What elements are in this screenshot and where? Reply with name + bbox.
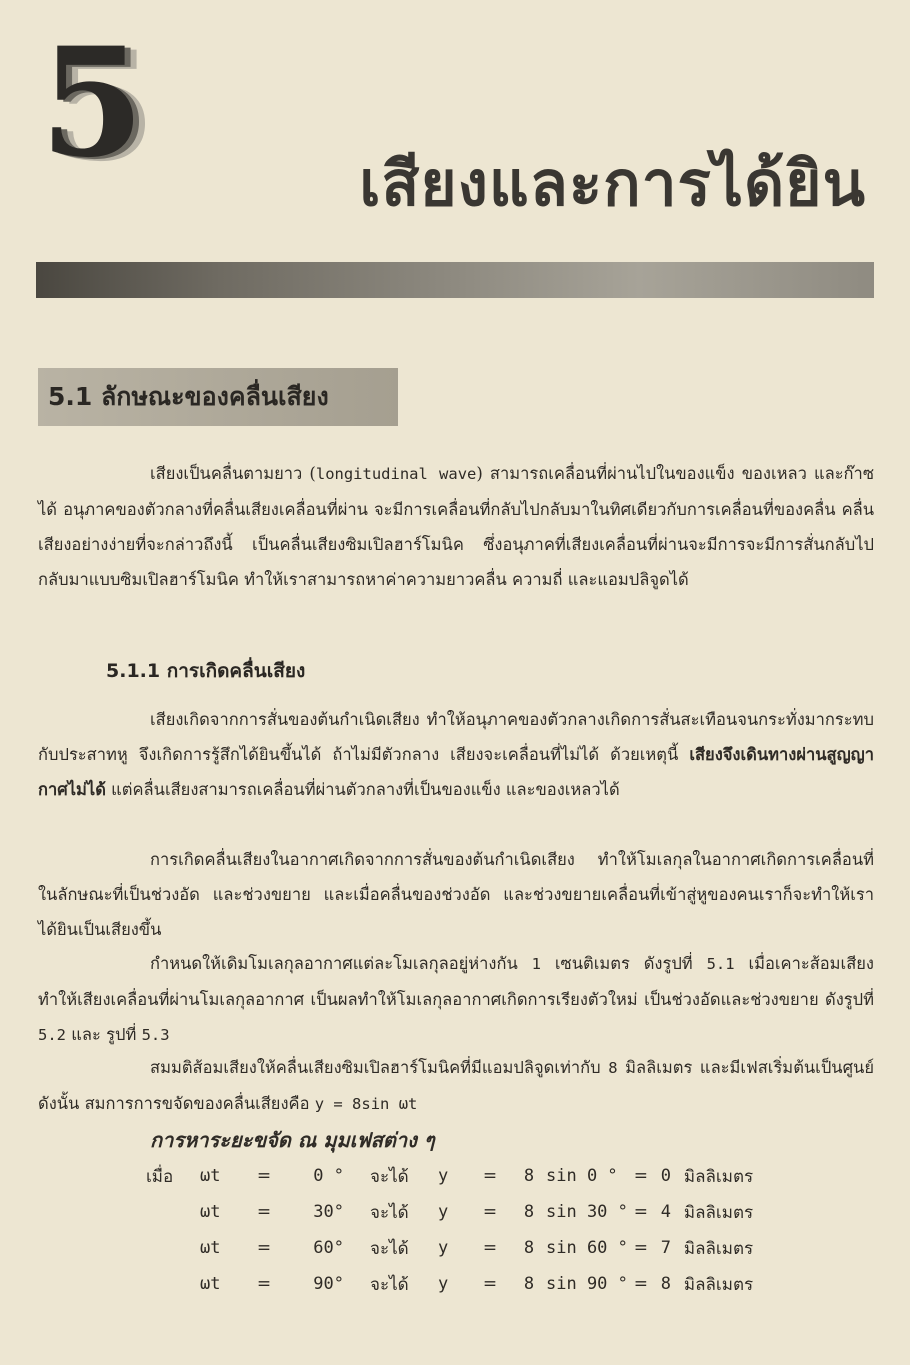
- table-row: ωt = 90° จะได้ y = 8 sin 90 ° = 8 มิลลิเมตร: [200, 1274, 754, 1295]
- paragraph-equation: สมมติส้อมเสียงให้คลื่นเสียงซิมเปิลฮาร์โมนิคที่มีแอมปลิจูดเท่ากับ 8 มิลลิเมตร และมีเฟสเริ่มต้นเป็นศูนย์ ดังนั้น สมการการขจัดของคลื่นเสียงคือ y = 8sin ωt: [38, 1058, 874, 1113]
- chapter-title: เสียงและการได้ยิน: [359, 147, 866, 220]
- section-heading-bar: [38, 368, 398, 426]
- table-row: ωt = 30° จะได้ y = 8 sin 30 ° = 4 มิลลิเมตร: [200, 1202, 754, 1223]
- paragraph-sound-origin: เสียงเกิดจากการสั่นของต้นกำเนิดเสียง ทำให้อนุภาคของตัวกลางเกิดการสั่นสะเทือนจนกระทั่งมากระทบกับประสาทหู จึงเกิดการรู้สึกได้ยินขึ้นได้ ถ้าไม่มีตัวกลาง เสียงจะเคลื่อนที่ไม่ได้ ด้วยเหตุนี้ เสียงจึงเดินทางผ่านสูญญากาศไม่ได้ แต่คลื่นเสียงสามารถเคลื่อนที่ผ่านตัวกลางที่เป็นของแข็ง และของเหลวได้: [38, 710, 874, 799]
- chapter-number: 5: [40, 15, 145, 191]
- phase-displacement-table: [146, 1158, 753, 1302]
- calculation-heading: การหาระยะขจัด ณ มุมเฟสต่าง ๆ: [150, 1128, 435, 1152]
- figure-ref-5-1: 5.1: [706, 955, 735, 973]
- table-row: ωt = 60° จะได้ y = 8 sin 60 ° = 7 มิลลิเมตร: [200, 1238, 754, 1259]
- section-heading: 5.1 ลักษณะของคลื่นเสียง: [48, 382, 329, 411]
- subsection-heading: 5.1.1 การเกิดคลื่นเสียง: [106, 660, 306, 682]
- table-row: เมื่อ ωt = 0 ° จะได้ y = 8 sin 0 ° = 0 มิลลิเมตร: [146, 1166, 754, 1187]
- figure-ref-5-2: 5.2: [38, 1026, 66, 1044]
- title-rule: [36, 262, 874, 298]
- intro-paragraph: เสียงเป็นคลื่นตามยาว (longitudinal wave) สามารถเคลื่อนที่ผ่านไปในของแข็ง ของเหลว และก๊าซได้ อนุภาคของตัวกลางที่คลื่นเสียงเคลื่อนที่ผ่าน จะมีการเคลื่อนที่กลับไปกลับมาในทิศเดียวกับการเคลื่อนที่ของคลื่น คลื่นเสียงอย่างง่ายที่จะกล่าวถึงนี้ เป็นคลื่นเสียงซิมเปิลฮาร์โมนิค ซึ่งอนุภาคที่เสียงเคลื่อนที่ผ่านจะมีการจะมีการสั่นกลับไปกลับมาแบบซิมเปิลฮาร์โมนิค ทำให้เราสามารถหาค่าความยาวคลื่น ความถี่ และแอมปลิจูดได้: [38, 464, 875, 589]
- term-longitudinal-wave: longitudinal wave: [315, 465, 477, 483]
- emphasis-vacuum: เสียงจึงเดินทางผ่านสูญญากาศไม่ได้: [38, 745, 874, 799]
- paragraph-air-waves: การเกิดคลื่นเสียงในอากาศเกิดจากการสั่นของต้นกำเนิดเสียง ทำให้โมเลกุลในอากาศเกิดการเคลื่อนที่ในลักษณะที่เป็นช่วงอัด และช่วงขยาย และเมื่อคลื่นของช่วงอัด และช่วงขยายเคลื่อนที่เข้าสู่หูของคนเราก็จะทำให้เราได้ยินเป็นเสียงขึ้น: [38, 850, 874, 939]
- paragraph-molecules: กำหนดให้เดิมโมเลกุลอากาศแต่ละโมเลกุลอยู่ห่างกัน 1 เซนติเมตร ดังรูปที่ 5.1 เมื่อเคาะส้อมเสียง ทำให้เสียงเคลื่อนที่ผ่านโมเลกุลอากาศ เป็นผลทำให้โมเลกุลอากาศเกิดการเรียงตัวใหม่ เป็นช่วงอัดและช่วงขยาย ดังรูปที่ 5.2 และ รูปที่ 5.3: [38, 954, 874, 1044]
- displacement-equation: y = 8sin ωt: [314, 1095, 418, 1113]
- figure-ref-5-3: 5.3: [141, 1026, 170, 1044]
